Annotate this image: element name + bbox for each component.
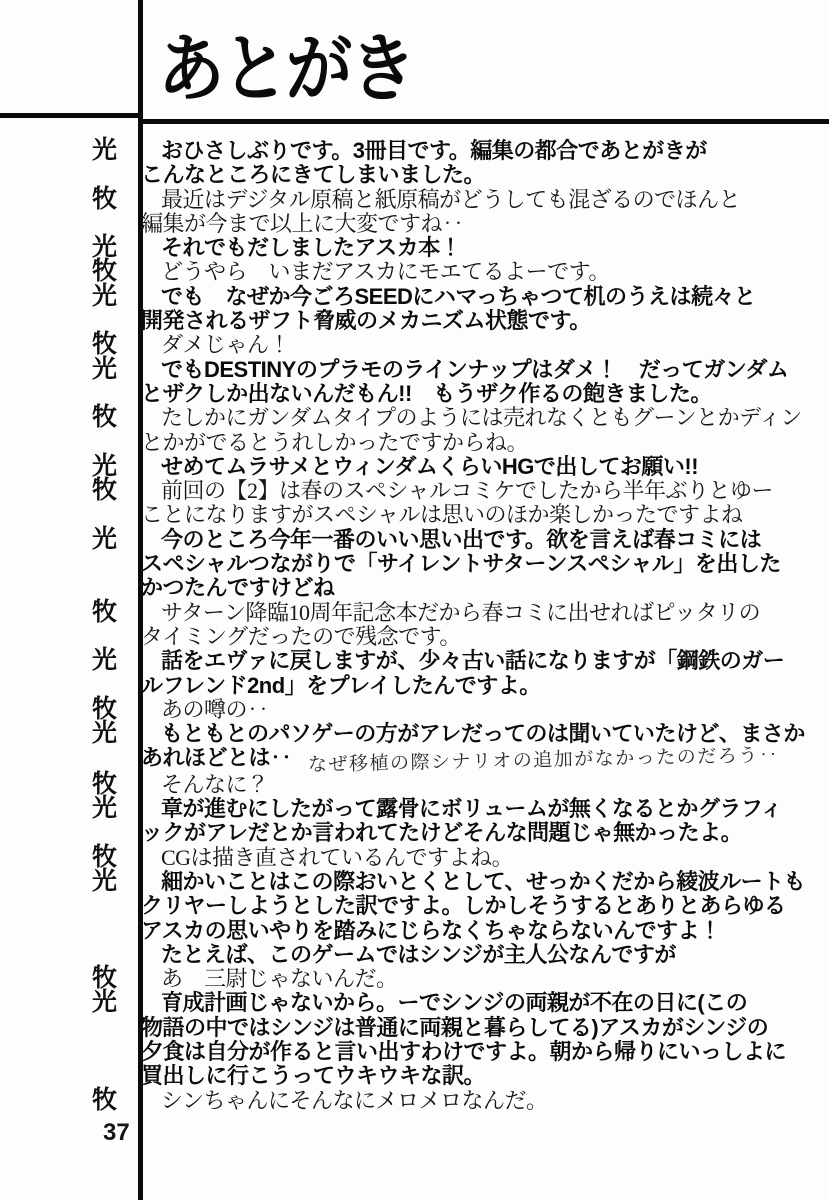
speaker-label: 牧: [91, 843, 117, 871]
speaker-label: 牧: [91, 1086, 117, 1114]
dialogue-lines: [128, 797, 829, 846]
speaker-label: 牧: [91, 598, 117, 626]
dialogue-line: そんなに？: [161, 771, 269, 797]
dialogue-row: [0, 649, 829, 698]
dialogue-line: どうやら いまだアスカにモエてるよーです。: [161, 259, 610, 285]
dialogue-row: [0, 479, 829, 528]
dialogue-line: シンちゃんにそんなにメロメロなんだ。: [161, 1087, 548, 1113]
dialogue-lines: [128, 528, 829, 601]
dialogue-line: 細かいことはこの際おいとくとして、せっかくだから綾波ルートも: [161, 868, 806, 894]
dialogue-line: あれほどとは‥ なぜ移植の際シナリオの追加がなかったのだろう‥: [141, 746, 821, 772]
dialogue-row: [0, 1086, 829, 1114]
dialogue-line: 物語の中ではシンジは普通に両親と暮らしてる)アスカがシンジの: [141, 1014, 769, 1040]
dialogue-line: 章が進むにしたがって露骨にボリュームが無くなるとかグラフィ: [161, 796, 783, 822]
speaker-label: 光: [91, 647, 117, 675]
speaker-label: 牧: [91, 965, 117, 993]
dialogue-row: [0, 720, 829, 777]
header-rule-horizontal-left: [0, 113, 141, 118]
speaker-label: 牧: [91, 695, 117, 723]
dialogue-lines: [128, 406, 829, 455]
dialogue-lines: [128, 139, 829, 188]
dialogue-line: ダメじゃん！: [161, 332, 291, 358]
header-rule-horizontal-right: [138, 119, 829, 124]
dialogue-lines: [128, 721, 829, 777]
dialogue-row: [0, 139, 829, 188]
dialogue-line: こんなところにきてしまいました。: [141, 162, 486, 188]
dialogue-line: 夕食は自分が作ると言い出すわけですよ。朝から帰りにいっしよに: [141, 1038, 787, 1064]
dialogue-row: [0, 260, 829, 284]
dialogue-lines: [128, 358, 829, 407]
dialogue-line: 育成計画じゃないから。ーでシンジの両親が不在の日に(この: [161, 990, 748, 1016]
dialogue-row: [0, 967, 829, 991]
dialogue-line: あ 三尉じゃないんだ。: [161, 966, 398, 992]
dialogue-lines: [128, 188, 829, 237]
speaker-label: 光: [91, 989, 117, 1017]
dialogue-lines: [128, 870, 829, 943]
speaker-label: 牧: [91, 185, 117, 213]
dialogue-row: [0, 406, 829, 455]
dialogue-line: 買出しに行こうってウキウキな訳。: [141, 1063, 486, 1089]
dialogue-lines: [128, 698, 829, 722]
dialogue-lines: [128, 846, 829, 870]
speaker-label: 牧: [91, 404, 117, 432]
dialogue-line: 話をエヴァに戻しますが、少々古い話になりますが「鋼鉄のガー: [161, 648, 785, 674]
dialogue-line: 編集が今まで以上に大変ですね‥: [141, 210, 464, 236]
dialogue-lines: [128, 333, 829, 357]
dialogue-lines: [128, 601, 829, 650]
dialogue-line: クリヤーしようとした訳ですよ。しかしそうするとありとあらゆる: [141, 893, 786, 919]
dialogue-line: 前回の【2】は春のスペシャルコミケでしたから半年ぶりとゆー: [161, 478, 774, 504]
dialogue-line: タイミングだったので残念です。: [141, 623, 461, 649]
dialogue-line: もともとのパソゲーの方がアレだってのは聞いていたけど、まさか: [161, 721, 805, 747]
dialogue-line: 最近はデジタル原稿と紙原稿がどうしても混ざるのでほんと: [161, 186, 741, 212]
speaker-label: 牧: [91, 331, 117, 359]
dialogue-row: [0, 185, 829, 237]
dialogue-line: あの噂の‥: [161, 696, 269, 722]
speaker-label: 光: [91, 525, 117, 553]
dialogue-line: ルフレンド2nd」をプレイしたんですよ。: [141, 672, 541, 698]
dialogue-row: [0, 991, 829, 1088]
speaker-label: 牧: [91, 770, 117, 798]
dialogue-lines: [128, 479, 829, 528]
dialogue-line: 今のところ今年一番のいい思い出です。欲を言えば春コミには: [161, 526, 762, 552]
dialogue-line: サターン降臨10周年記念本だから春コミに出せればピッタリの: [161, 599, 761, 625]
dialogue-row: [0, 797, 829, 846]
dialogue-lines: [128, 1089, 829, 1113]
speaker-label: 牧: [91, 258, 117, 286]
speaker-label: 光: [91, 720, 117, 748]
dialogue-row: [0, 452, 829, 480]
dialogue-line: CGは描き直されているんですよね。: [161, 844, 514, 870]
dialogue-lines: [128, 649, 829, 698]
page-title: あとがき: [158, 27, 414, 110]
dialogue-line: それでもだしましたアスカ本！: [161, 235, 462, 261]
dialogue-row: [0, 525, 829, 601]
dialogue-line: おひさしぶりです。3冊目です。編集の都合であとがきが: [161, 138, 707, 163]
dialogue-row: [0, 867, 829, 943]
dialogue-line: とかがでるとうれしかったですからね。: [141, 429, 529, 455]
dialogue-line: せめてムラサメとウィンダムくらいHGで出してお願い!!: [161, 453, 699, 479]
dialogue-list: [0, 139, 829, 1113]
speaker-label: 光: [91, 234, 117, 262]
dialogue-line: たとえば、このゲームではシンジが主人公なんですが: [161, 941, 676, 967]
dialogue-row: [0, 598, 829, 650]
dialogue-line: でもDESTINYのプラモのラインナップはダメ！ だってガンダム: [161, 356, 789, 382]
dialogue-line: ことになりますがスペシャルは思いのほか楽しかったですよね: [141, 502, 743, 528]
dialogue-lines: [128, 773, 829, 797]
speaker-label: 光: [91, 282, 117, 310]
page-number: 37: [103, 1119, 130, 1146]
dialogue-lines: [128, 991, 829, 1088]
dialogue-lines: [128, 236, 829, 260]
dialogue-line: アスカの思いやりを踏みにじらなくちゃならないんですよ！: [141, 917, 721, 943]
speaker-label: 光: [91, 355, 117, 383]
speaker-label: 光: [91, 795, 117, 823]
dialogue-row: [0, 943, 829, 967]
speaker-label: 光: [91, 452, 117, 480]
dialogue-line: とザクしか出ないんだもん!! もうザク作るの飽きました。: [141, 380, 712, 406]
dialogue-lines: [128, 455, 829, 479]
dialogue-row: [0, 236, 829, 260]
speaker-label: 光: [91, 867, 117, 895]
dialogue-line: スペシャルつながりで「サイレントサターンスペシャル」を出した: [141, 551, 781, 577]
dialogue-row: [0, 695, 829, 723]
dialogue-lines: [128, 967, 829, 991]
handwritten-note: なぜ移植の際シナリオの追加がなかったのだろう‥: [307, 745, 780, 777]
dialogue-lines: [128, 943, 829, 967]
dialogue-row: [0, 333, 829, 357]
dialogue-line: ックがアレだとか言われてたけどそんな問題じゃ無かったよ。: [141, 820, 743, 846]
dialogue-row: [0, 770, 829, 798]
dialogue-lines: [128, 260, 829, 284]
dialogue-row: [0, 355, 829, 407]
dialogue-line: 開発されるザフト脅威のメカニズム状態です。: [141, 308, 591, 334]
dialogue-row: [0, 843, 829, 871]
dialogue-line: でも なぜか今ごろSEEDにハマっちゃつて机のうえは続々と: [161, 283, 756, 309]
dialogue-line: たしかにガンダムタイプのようには売れなくともグーンとかディン: [161, 405, 802, 431]
speaker-label: 光: [91, 137, 117, 164]
dialogue-line: かつたんですけどね: [141, 575, 335, 601]
speaker-label: 牧: [91, 477, 117, 505]
dialogue-lines: [128, 285, 829, 334]
dialogue-row: [0, 282, 829, 334]
